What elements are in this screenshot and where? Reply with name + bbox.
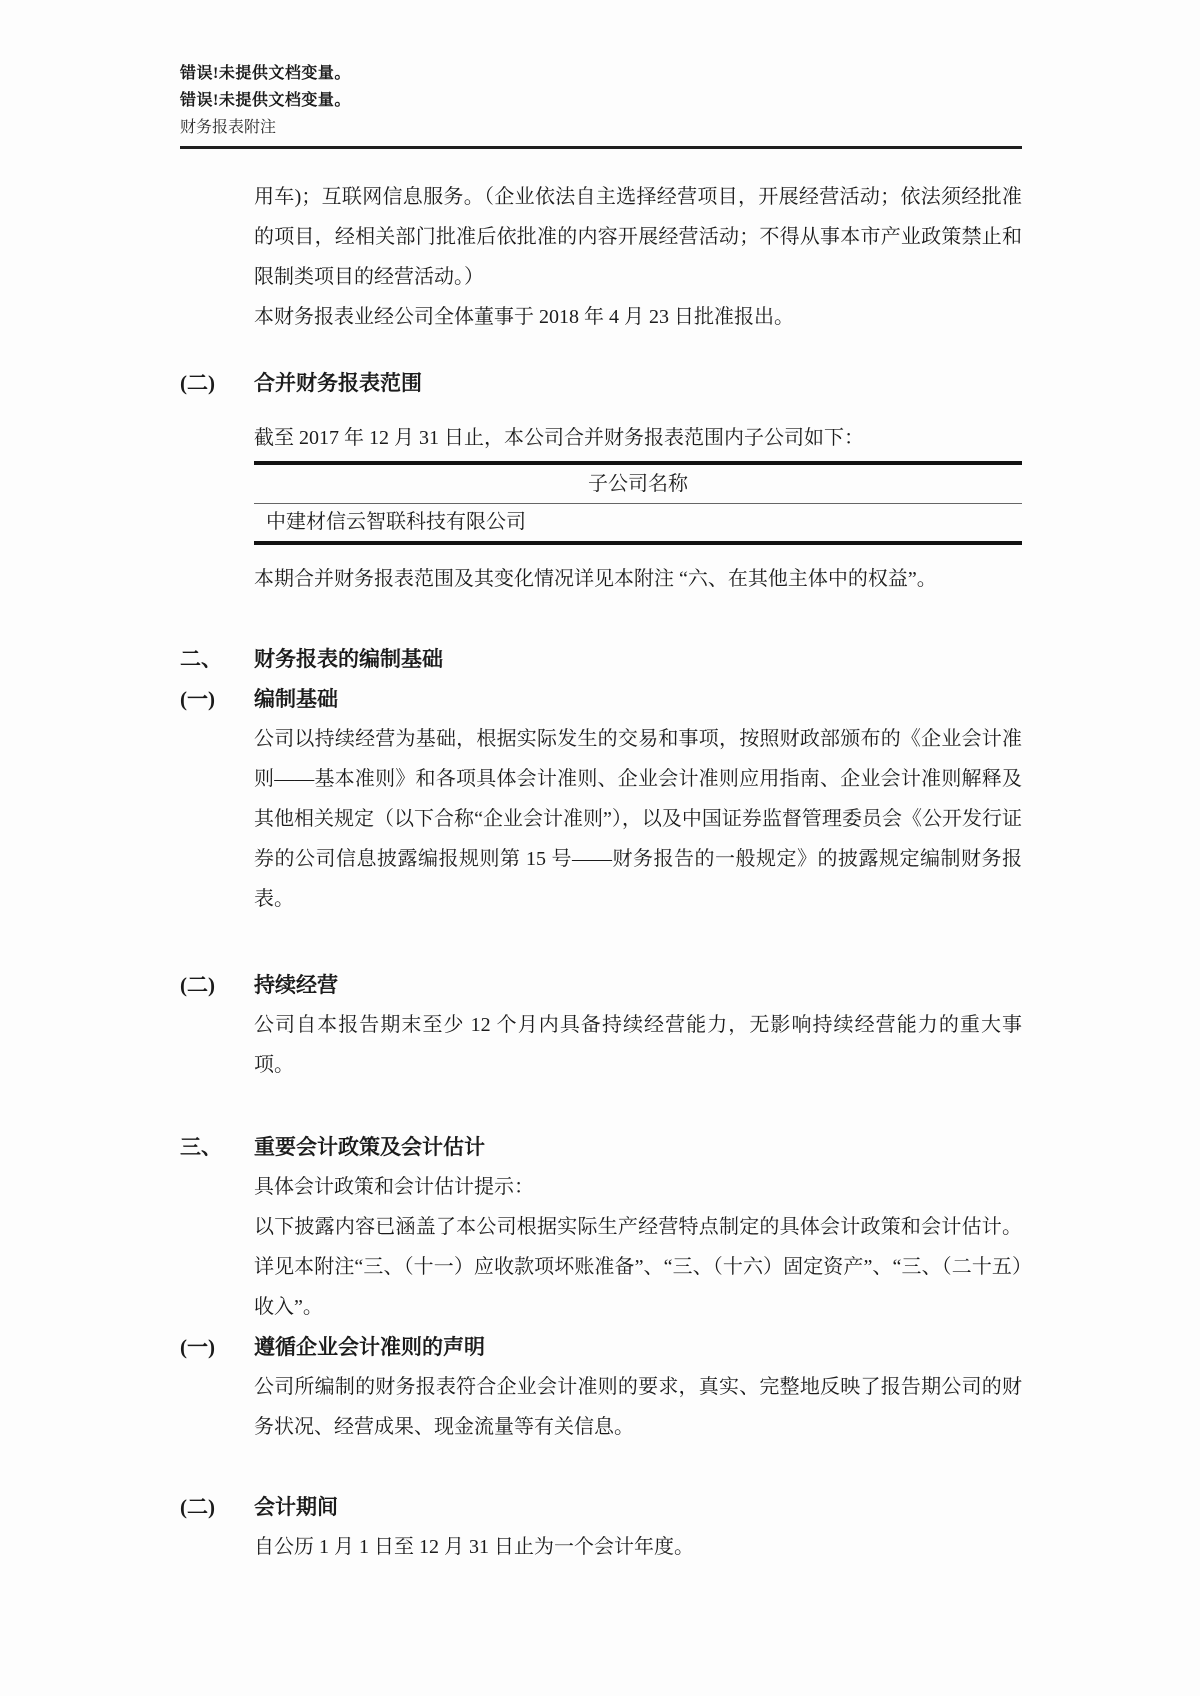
section-label: (一) — [180, 1335, 215, 1359]
subsidiary-table-header: 子公司名称 — [254, 465, 1022, 504]
section-label: (一) — [180, 687, 215, 711]
section-preparation-basis — [180, 639, 1022, 679]
document-body — [180, 177, 1022, 1567]
accounting-period-paragraph: 自公历 1 月 1 日至 12 月 31 日止为一个会计年度。 — [254, 1536, 694, 1558]
section-title: 编制基础 — [254, 687, 338, 711]
doc-title: 财务报表附注 — [180, 119, 277, 136]
section-title: 持续经营 — [254, 973, 338, 997]
section-label: (二) — [180, 371, 215, 395]
error-variable-line-1: 错误!未提供文档变量。 — [180, 65, 351, 82]
section-label: 二、 — [180, 647, 222, 671]
subsidiary-table — [254, 461, 1022, 545]
section-accounting-policies — [180, 1127, 1022, 1167]
going-concern-paragraph: 公司自本报告期末至少 12 个月内具备持续经营能力，无影响持续经营能力的重大事项。 — [254, 1014, 1022, 1076]
basis-paragraph: 公司以持续经营为基础，根据实际发生的交易和事项，按照财政部颁布的《企业会计准则——基本准则》和各项具体会计准则、企业会计准则应用指南、企业会计准则解释及其他相关规定（以下合称“企业会计准则”），以及中国证券监督管理委员会《公开发行证券的公司信息披露编报规则第 15 号——财务报告的一般规定》的披露规定编制财务报表。 — [254, 728, 1022, 910]
consolidation-note: 本期合并财务报表范围及其变化情况详见本附注 “六、在其他主体中的权益”。 — [254, 568, 937, 590]
approval-paragraph: 本财务报表业经公司全体董事于 2018 年 4 月 23 日批准报出。 — [254, 306, 794, 328]
section-title: 合并财务报表范围 — [254, 371, 422, 395]
section-going-concern — [180, 965, 1022, 1005]
page-header — [180, 60, 1022, 149]
section-title: 财务报表的编制基础 — [254, 647, 443, 671]
section-compliance-statement — [180, 1327, 1022, 1367]
section-title: 遵循企业会计准则的声明 — [254, 1335, 485, 1359]
policies-hint: 具体会计政策和会计估计提示： — [254, 1176, 534, 1198]
section-basis-sub — [180, 679, 1022, 719]
table-row: 中建材信云智联科技有限公司 — [266, 511, 526, 533]
business-scope-paragraph: 用车)；互联网信息服务。（企业依法自主选择经营项目，开展经营活动；依法须经批准的项目，经相关部门批准后依批准的内容开展经营活动；不得从事本市产业政策禁止和限制类项目的经营活动。） — [254, 186, 1022, 288]
policies-paragraph: 以下披露内容已涵盖了本公司根据实际生产经营特点制定的具体会计政策和会计估计。详见本附注“三、（十一）应收款项坏账准备”、“三、（十六）固定资产”、“三、（二十五）收入”。 — [254, 1216, 1022, 1318]
section-title: 会计期间 — [254, 1495, 338, 1519]
compliance-paragraph: 公司所编制的财务报表符合企业会计准则的要求，真实、完整地反映了报告期公司的财务状况、经营成果、现金流量等有关信息。 — [254, 1376, 1022, 1438]
section-label: (二) — [180, 973, 215, 997]
consolidation-intro: 截至 2017 年 12 月 31 日止，本公司合并财务报表范围内子公司如下： — [254, 427, 864, 449]
section-consolidation-scope — [180, 363, 1022, 403]
section-accounting-period — [180, 1487, 1022, 1527]
section-label: (二) — [180, 1495, 215, 1519]
section-title: 重要会计政策及会计估计 — [254, 1135, 485, 1159]
error-variable-line-2: 错误!未提供文档变量。 — [180, 92, 351, 109]
header-rule — [180, 146, 1022, 149]
section-label: 三、 — [180, 1135, 222, 1159]
